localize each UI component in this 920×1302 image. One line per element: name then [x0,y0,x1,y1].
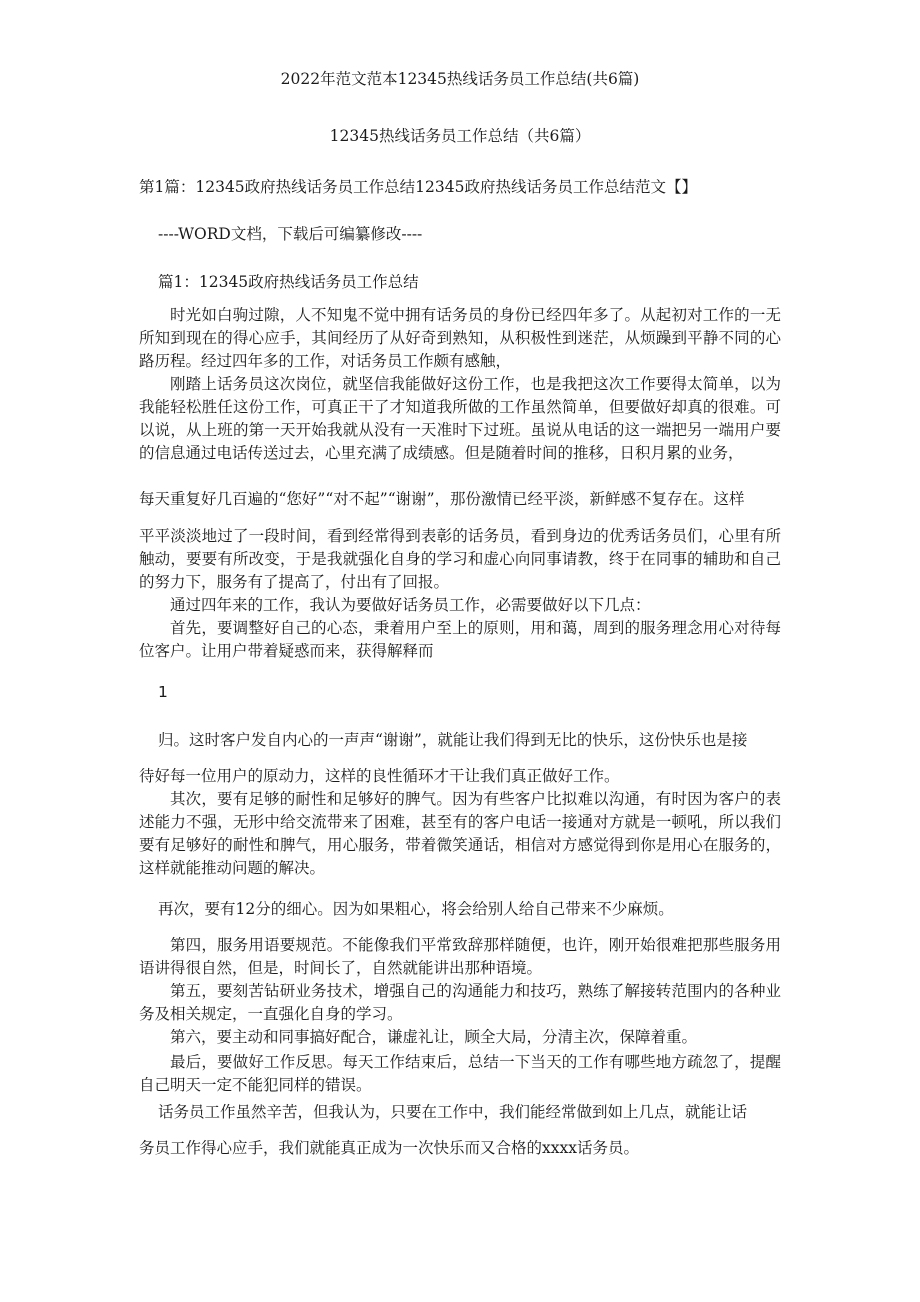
paragraph-change: 平平淡淡地过了一段时间，看到经常得到表彰的话务员，看到身边的优秀话务员们，心里有所触动，要要有所改变，于是我就强化自身的学习和虚心向同事请教，终于在同事的辅助和自己的努力下，服务有了提高了，付出有了回报。 [139,527,781,591]
page-number: 1 [158,683,168,701]
paragraph-second-point: 其次，要有足够的耐性和足够好的脾气。因为有些客户比拟难以沟通，有时因为客户的表述能力不强，无形中给交流带来了困难，甚至有的客户电话一接通对方就是一顿吼，所以我们要有足够好的耐性和脾气，用心服务，带着微笑通话，相信对方感觉得到你是用心在服务的，这样就能推动问题的解决。 [139,790,781,877]
paragraph-intro: 时光如白驹过隙，人不知鬼不觉中拥有话务员的身份已经四年多了。从起初对工作的一无所知到现在的得心应手，其间经历了从好奇到熟知，从积极性到迷茫，从烦躁到平静不同的心路历程。经过四年多的工作，对话务员工作颇有感触， [139,306,781,370]
paragraph-first-point-continued: 归。这时客户发自内心的一声声“谢谢”，就能让我们得到无比的快乐，这份快乐也是接 [158,731,748,749]
paragraph-points-intro: 通过四年来的工作，我认为要做好话务员工作，必需要做好以下几点： [170,596,651,614]
paragraph-first-point-end: 待好每一位用户的原动力，这样的良性循环才干让我们真正做好工作。 [139,767,620,785]
paragraph-first-days: 刚踏上话务员这次岗位，就坚信我能做好这份工作，也是我把这次工作要得太简单，以为我能轻松胜任这份工作，可真正干了才知道我所做的工作虽然简单，但要做好却真的很难。可以说，从上班的第一天开始我就从没有一天准时下过班。虽说从电话的这一端把另一端用户要的信息通过电话传送过去，心里充满了成绩感。但是随着时间的推移，日积月累的业务， [139,375,781,462]
document-subtitle: 12345热线话务员工作总结（共6篇） [329,127,591,145]
paragraph-third-point: 再次，要有12分的细心。因为如果粗心，将会给别人给自己带来不少麻烦。 [158,900,674,918]
part-1-heading: 第1篇：12345政府热线话务员工作总结12345政府热线话务员工作总结范文【】 [139,178,697,196]
paragraph-conclusion: 话务员工作虽然辛苦，但我认为，只要在工作中，我们能经常做到如上几点，就能让话 [158,1103,748,1121]
paragraph-sixth-point: 第六，要主动和同事搞好配合，谦虚礼让，顾全大局，分清主次，保障着重。 [170,1028,698,1046]
paragraph-conclusion-end: 务员工作得心应手，我们就能真正成为一次快乐而又合格的xxxx话务员。 [139,1139,639,1157]
word-document-note: ----WORD文档，下载后可编纂修改---- [158,225,423,243]
section-heading: 篇1：12345政府热线话务员工作总结 [158,273,419,291]
paragraph-last-point: 最后，要做好工作反思。每天工作结束后，总结一下当天的工作有哪些地方疏忽了，提醒自己明天一定不能犯同样的错误。 [139,1053,781,1094]
paragraph-first-point: 首先，要调整好自己的心态，秉着用户至上的原则，用和蔼，周到的服务理念用心对待每位客户。让用户带着疑惑而来，获得解释而 [139,619,781,660]
document-title: 2022年范文范本12345热线话务员工作总结(共6篇) [280,70,640,88]
paragraph-fifth-point: 第五，要刻苦钻研业务技术，增强自己的沟通能力和技巧，熟练了解接转范围内的各种业务及相关规定，一直强化自身的学习。 [139,982,781,1023]
paragraph-fourth-point: 第四，服务用语要规范。不能像我们平常致辞那样随便，也许，刚开始很难把那些服务用语讲得很自然，但是，时间长了，自然就能讲出那种语境。 [139,936,781,977]
paragraph-first-days-continued: 每天重复好几百遍的“您好”“对不起”“谢谢”，那份激情已经平淡，新鲜感不复存在。这样 [139,490,745,508]
